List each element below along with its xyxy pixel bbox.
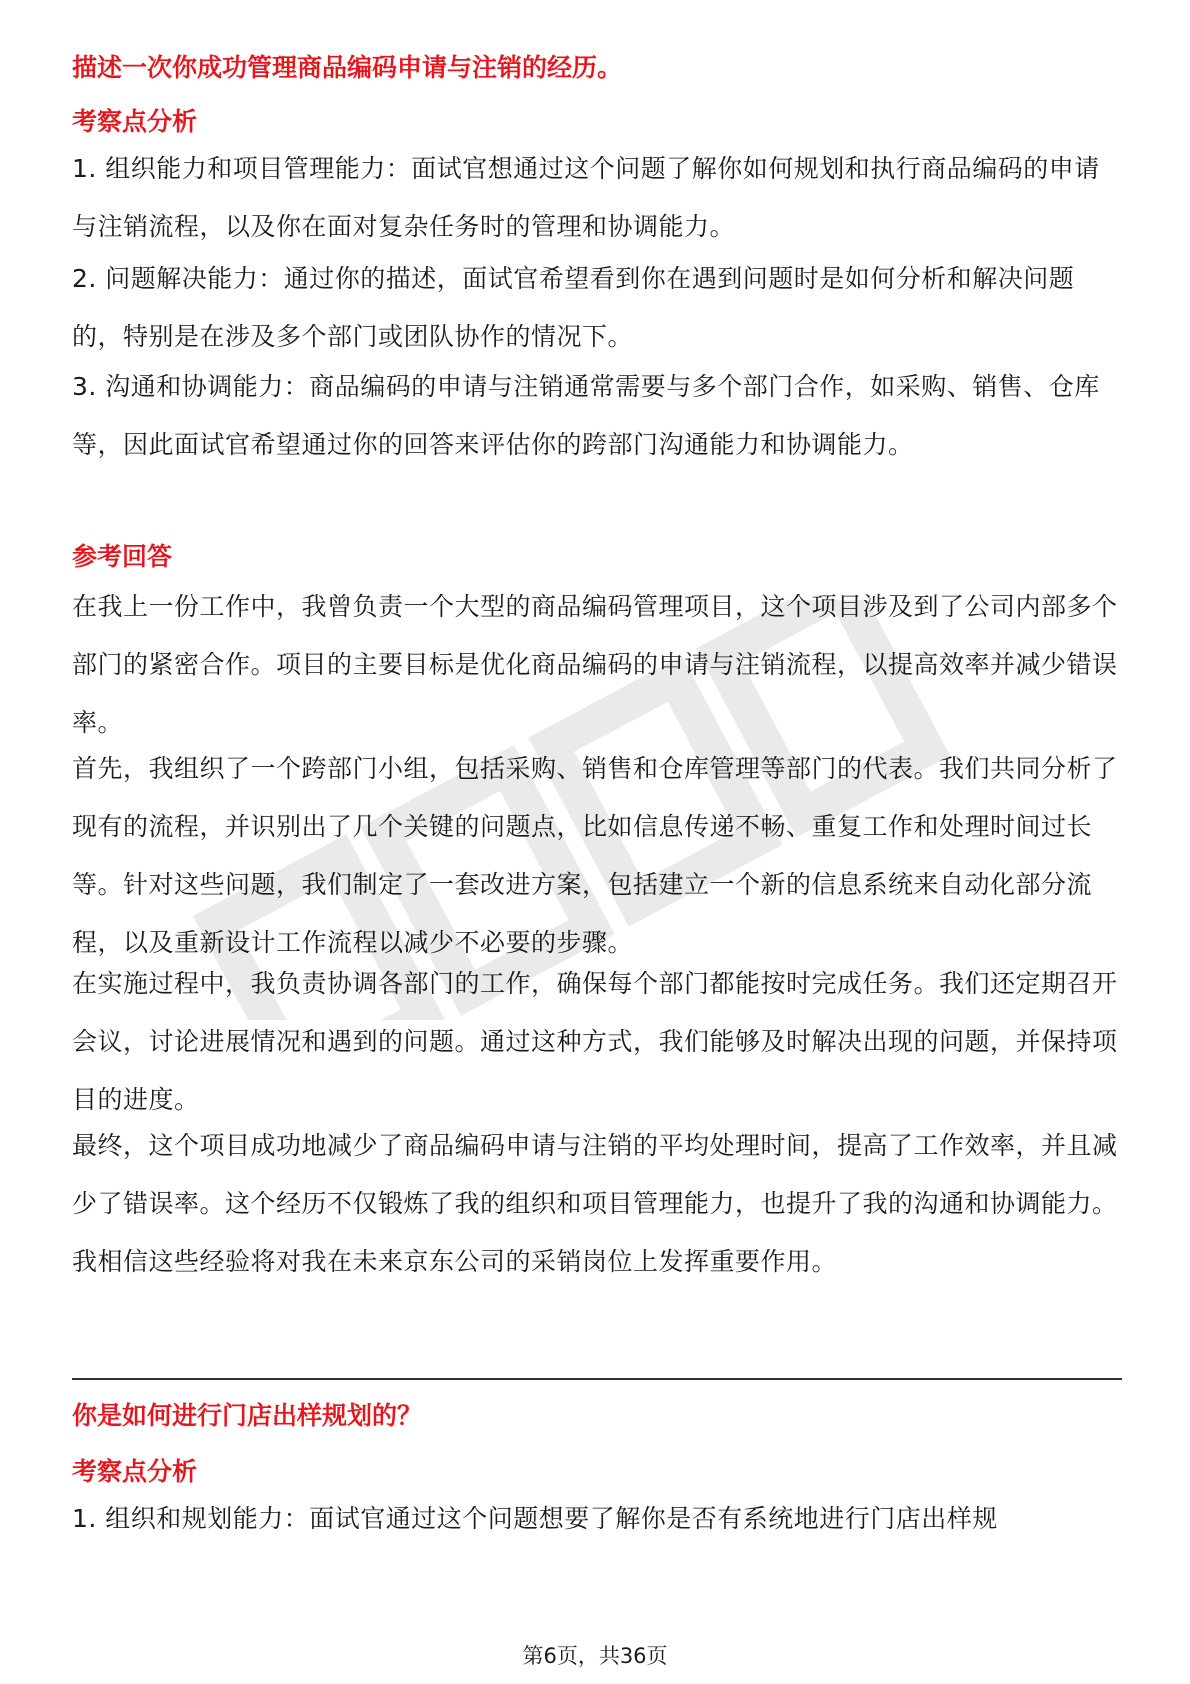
analysis-item-2: 2. 问题解决能力：通过你的描述，面试官希望看到你在遇到问题时是如何分析和解决问题的，特别是在涉及多个部门或团队协作的情况下。 bbox=[72, 264, 1075, 351]
answer-heading: 参考回答 bbox=[72, 542, 173, 571]
answer-paragraph-3: 在实施过程中，我负责协调各部门的工作，确保每个部门都能按时完成任务。我们还定期召开会议，讨论进展情况和遇到的问题。通过这种方式，我们能够及时解决出现的问题，并保持项目的进度。 bbox=[72, 969, 1118, 1114]
analysis-heading: 考察点分析 bbox=[72, 107, 198, 136]
answer-paragraph-1: 在我上一份工作中，我曾负责一个大型的商品编码管理项目，这个项目涉及到了公司内部多个部门的紧密合作。项目的主要目标是优化商品编码的申请与注销流程，以提高效率并减少错误率。 bbox=[72, 592, 1118, 737]
answer-paragraph-2: 首先，我组织了一个跨部门小组，包括采购、销售和仓库管理等部门的代表。我们共同分析了现有的流程，并识别出了几个关键的问题点，比如信息传递不畅、重复工作和处理时间过长等。针对这些问题，我们制定了一套改进方案，包括建立一个新的信息系统来自动化部分流程，以及重新设计工作流程以减少不必要的步骤。 bbox=[72, 754, 1118, 957]
page-footer: 第6页，共36页 bbox=[522, 1644, 668, 1668]
analysis-item-1: 1. 组织能力和项目管理能力：面试官想通过这个问题了解你如何规划和执行商品编码的申请与注销流程，以及你在面对复杂任务时的管理和协调能力。 bbox=[72, 154, 1100, 241]
question-title: 描述一次你成功管理商品编码申请与注销的经历。 bbox=[72, 53, 623, 82]
answer-paragraph-4: 最终，这个项目成功地减少了商品编码申请与注销的平均处理时间，提高了工作效率，并且减少了错误率。这个经历不仅锻炼了我的组织和项目管理能力，也提升了我的沟通和协调能力。我相信这些经验将对我在未来京东公司的采销岗位上发挥重要作用。 bbox=[72, 1131, 1118, 1276]
analysis-heading-2: 考察点分析 bbox=[72, 1457, 198, 1486]
analysis-item-3: 3. 沟通和协调能力：商品编码的申请与注销通常需要与多个部门合作，如采购、销售、仓库等，因此面试官希望通过你的回答来评估你的跨部门沟通能力和协调能力。 bbox=[72, 372, 1100, 459]
question-title-2: 你是如何进行门店出样规划的？ bbox=[72, 1401, 423, 1430]
analysis-item-2-1: 1. 组织和规划能力：面试官通过这个问题想要了解你是否有系统地进行门店出样规 bbox=[72, 1504, 998, 1533]
section-divider bbox=[72, 1378, 1122, 1380]
